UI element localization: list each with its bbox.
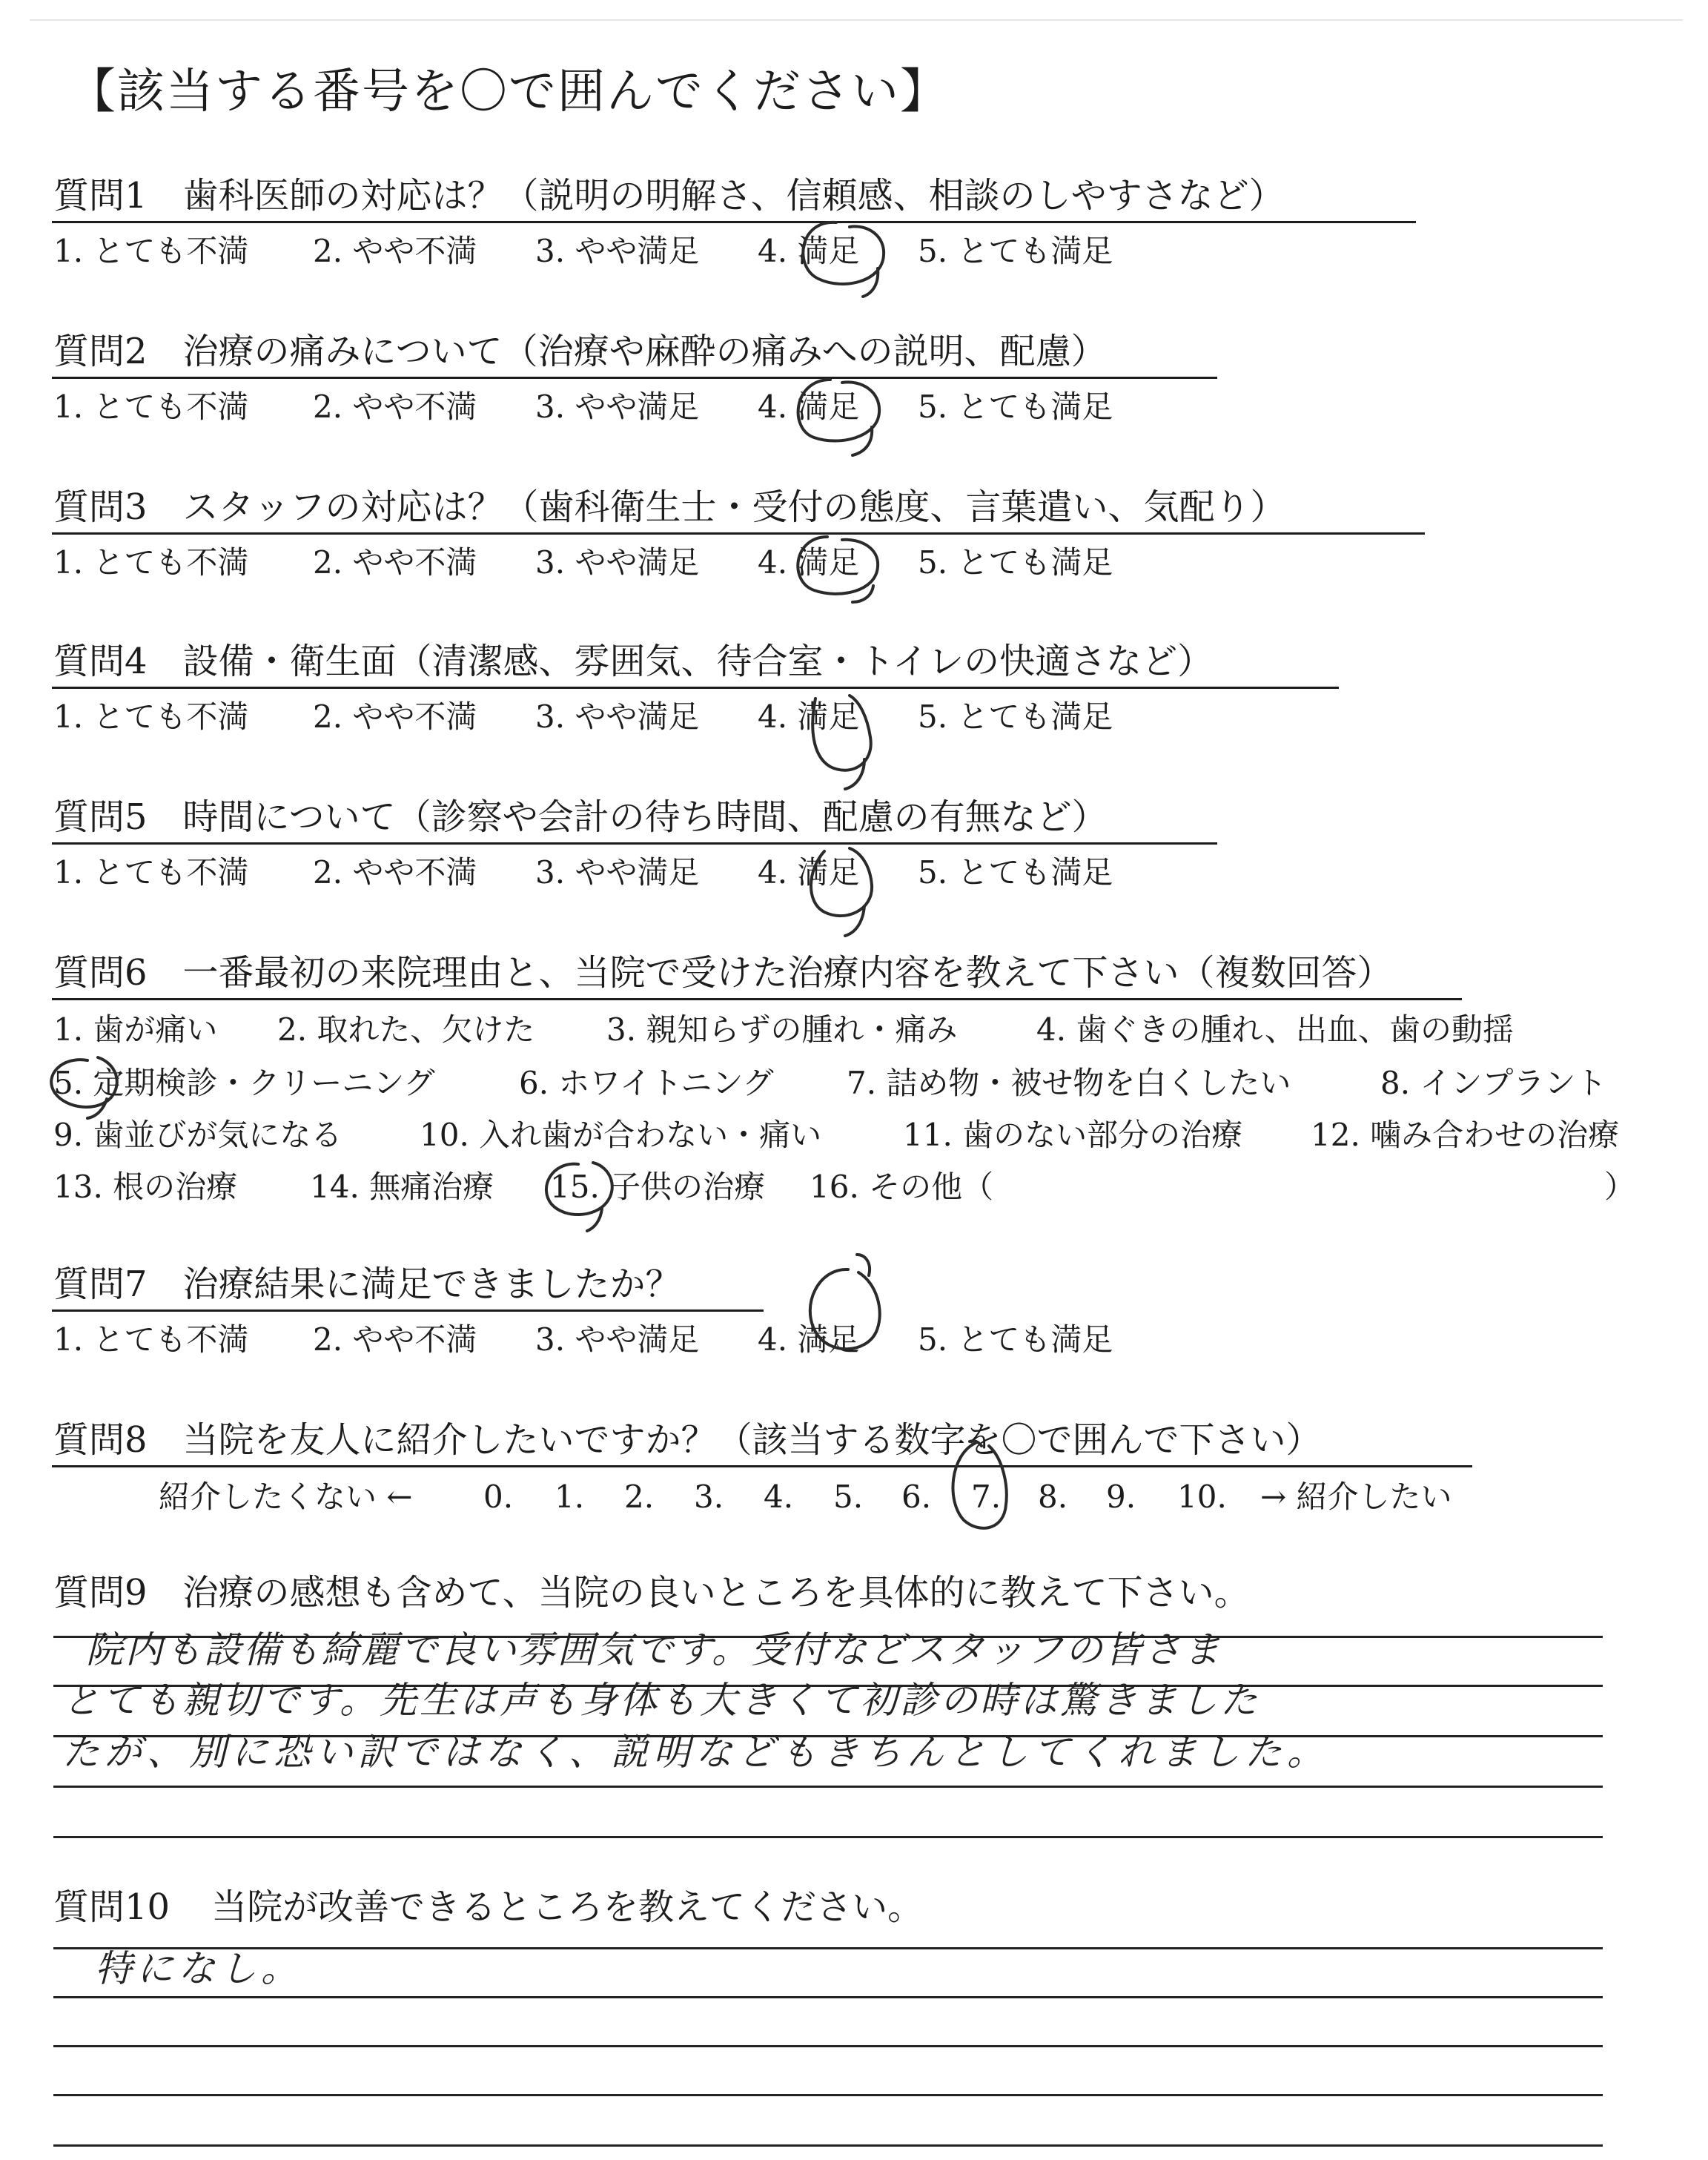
question-4-label: 質問4 [53,641,148,682]
q6-option-5[interactable]: 5. 定期検診・クリーニング [53,1065,435,1101]
q10-handwritten-answer[interactable]: 特になし。 [95,1947,302,1990]
q9-handwritten-answer-line-1[interactable]: 院内も設備も綺麗で良い雰囲気です。受付などスタッフの皆さま [86,1628,1222,1671]
question-3-underline [52,532,1425,535]
question-2 [53,331,1107,372]
q6-option-14[interactable]: 14. 無痛治療 [310,1169,494,1205]
q6-option-10[interactable]: 10. 入れ歯が合わない・痛い [420,1117,822,1153]
q5-option-3[interactable]: 3. やや満足 [535,854,700,891]
q2-option-5[interactable]: 5. とても満足 [918,389,1113,425]
q6-option-7[interactable]: 7. 詰め物・被せ物を白くしたい [847,1065,1291,1101]
q8-scale-9[interactable]: 9. [1106,1479,1136,1515]
q5-option-4[interactable]: 4. 満足 [758,854,860,891]
q1-option-1[interactable]: 1. とても不満 [53,233,249,269]
question-5-text: 時間について（診察や会計の待ち時間、配慮の有無など） [182,796,1108,838]
question-4 [53,641,1214,682]
q10-answer-rule-3 [53,2045,1603,2047]
q2-option-3[interactable]: 3. やや満足 [535,389,700,425]
question-1 [53,175,1285,217]
question-5-underline [52,842,1217,845]
q10-answer-rule-5 [53,2144,1603,2147]
q9-handwritten-answer-line-3[interactable]: たが、別に恐い訳ではなく、説明などもきちんとしてくれました。 [62,1731,1329,1774]
question-9-text: 治療の感想も含めて、当院の良いところを具体的に教えて下さい。 [182,1572,1250,1614]
question-4-underline [52,687,1339,689]
question-4-text: 設備・衛生面（清潔感、雰囲気、待合室・トイレの快適さなど） [182,641,1214,682]
question-3 [53,486,1286,528]
q4-option-5[interactable]: 5. とても満足 [918,698,1113,735]
q7-option-3[interactable]: 3. やや満足 [535,1321,700,1358]
q6-option-3[interactable]: 3. 親知らずの腫れ・痛み [606,1011,958,1048]
q3-option-4[interactable]: 4. 満足 [758,544,860,581]
q6-option-2[interactable]: 2. 取れた、欠けた [277,1011,535,1048]
question-7-label: 質問7 [53,1264,148,1305]
q8-scale-left-label: 紹介したくない ← [159,1479,413,1515]
q8-scale-2[interactable]: 2. [624,1479,655,1515]
question-10-text: 当院が改善できるところを教えてください。 [211,1886,924,1928]
q8-scale-right-label: → 紹介したい [1260,1479,1452,1515]
question-8-label: 質問8 [53,1419,148,1461]
q6-option-16[interactable]: 16. その他（ [810,1169,994,1205]
q8-scale-8[interactable]: 8. [1038,1479,1068,1515]
question-3-label: 質問3 [53,486,148,528]
question-9-label: 質問9 [53,1572,148,1614]
question-6-underline [52,998,1462,1000]
question-9 [53,1572,1250,1614]
q8-scale-1[interactable]: 1. [555,1479,585,1515]
q1-option-3[interactable]: 3. やや満足 [535,233,700,269]
q2-option-4[interactable]: 4. 満足 [758,389,860,425]
q8-scale-10[interactable]: 10. [1177,1479,1227,1515]
q3-option-1[interactable]: 1. とても不満 [53,544,249,581]
q3-option-5[interactable]: 5. とても満足 [918,544,1113,581]
q6-option-16-close: ） [1604,1169,1636,1205]
q9-answer-rule-5 [53,1836,1603,1838]
q6-option-11[interactable]: 11. 歯のない部分の治療 [903,1117,1243,1153]
question-2-underline [52,377,1217,379]
question-10-label: 質問10 [53,1886,171,1928]
question-5-label: 質問5 [53,796,148,838]
question-6 [53,952,1393,994]
question-3-text: スタッフの対応は？（歯科衛生士・受付の態度、言葉遣い、気配り） [182,486,1286,528]
question-2-label: 質問2 [53,331,148,372]
q6-option-6[interactable]: 6. ホワイトニング [519,1065,774,1101]
page-title: 【該当する番号を〇で囲んでください】 [68,65,949,119]
q7-option-1[interactable]: 1. とても不満 [53,1321,249,1358]
question-1-underline [52,221,1416,223]
q1-option-2[interactable]: 2. やや不満 [313,233,477,269]
q3-option-3[interactable]: 3. やや満足 [535,544,700,581]
scan-edge-line [30,19,1683,21]
q7-option-4[interactable]: 4. 満足 [758,1321,860,1358]
question-1-label: 質問1 [53,175,148,217]
q9-answer-rule-4 [53,1786,1603,1788]
q1-option-4[interactable]: 4. 満足 [758,233,860,269]
question-7 [53,1264,681,1305]
q7-option-5[interactable]: 5. とても満足 [918,1321,1113,1358]
q4-option-3[interactable]: 3. やや満足 [535,698,700,735]
q8-scale-6[interactable]: 6. [901,1479,932,1515]
q4-option-2[interactable]: 2. やや不満 [313,698,477,735]
q6-option-1[interactable]: 1. 歯が痛い [53,1011,218,1048]
q3-option-2[interactable]: 2. やや不満 [313,544,477,581]
q8-scale-3[interactable]: 3. [694,1479,724,1515]
q6-option-4[interactable]: 4. 歯ぐきの腫れ、出血、歯の動揺 [1036,1011,1514,1048]
q8-scale-0[interactable]: 0. [483,1479,514,1515]
q8-scale-5[interactable]: 5. [833,1479,864,1515]
question-8-text: 当院を友人に紹介したいですか？（該当する数字を〇で囲んで下さい） [182,1419,1322,1461]
question-8 [53,1419,1322,1461]
q6-option-8[interactable]: 8. インプラント [1380,1065,1607,1101]
q9-handwritten-answer-line-2[interactable]: とても親切です。先生は声も身体も大きくて初診の時は驚きました [62,1679,1260,1722]
q2-option-2[interactable]: 2. やや不満 [313,389,477,425]
question-10 [53,1886,924,1928]
question-7-underline [52,1309,764,1312]
q6-option-9[interactable]: 9. 歯並びが気になる [53,1117,342,1153]
q6-option-13[interactable]: 13. 根の治療 [53,1169,238,1205]
q8-scale-4[interactable]: 4. [764,1479,794,1515]
question-6-text: 一番最初の来院理由と、当院で受けた治療内容を教えて下さい（複数回答） [182,952,1393,994]
question-5 [53,796,1108,838]
q5-option-5[interactable]: 5. とても満足 [918,854,1113,891]
q4-option-1[interactable]: 1. とても不満 [53,698,249,735]
q4-option-4[interactable]: 4. 満足 [758,698,860,735]
q6-option-15[interactable]: 15. 子供の治療 [550,1169,766,1205]
question-1-text: 歯科医師の対応は？（説明の明解さ、信頼感、相談のしやすさなど） [182,175,1285,217]
question-2-text: 治療の痛みについて（治療や麻酔の痛みへの説明、配慮） [182,331,1107,372]
question-7-text: 治療結果に満足できましたか？ [182,1264,681,1305]
q7-option-2[interactable]: 2. やや不満 [313,1321,477,1358]
q2-option-1[interactable]: 1. とても不満 [53,389,249,425]
q10-answer-rule-4 [53,2094,1603,2096]
q1-option-5[interactable]: 5. とても満足 [918,233,1113,269]
q5-option-1[interactable]: 1. とても不満 [53,854,249,891]
question-8-underline [52,1465,1472,1467]
q8-scale-7[interactable]: 7. [971,1479,1002,1515]
q10-answer-rule-2 [53,1996,1603,1998]
question-6-label: 質問6 [53,952,148,994]
q6-option-12[interactable]: 12. 噛み合わせの治療 [1311,1117,1620,1153]
q5-option-2[interactable]: 2. やや不満 [313,854,477,891]
